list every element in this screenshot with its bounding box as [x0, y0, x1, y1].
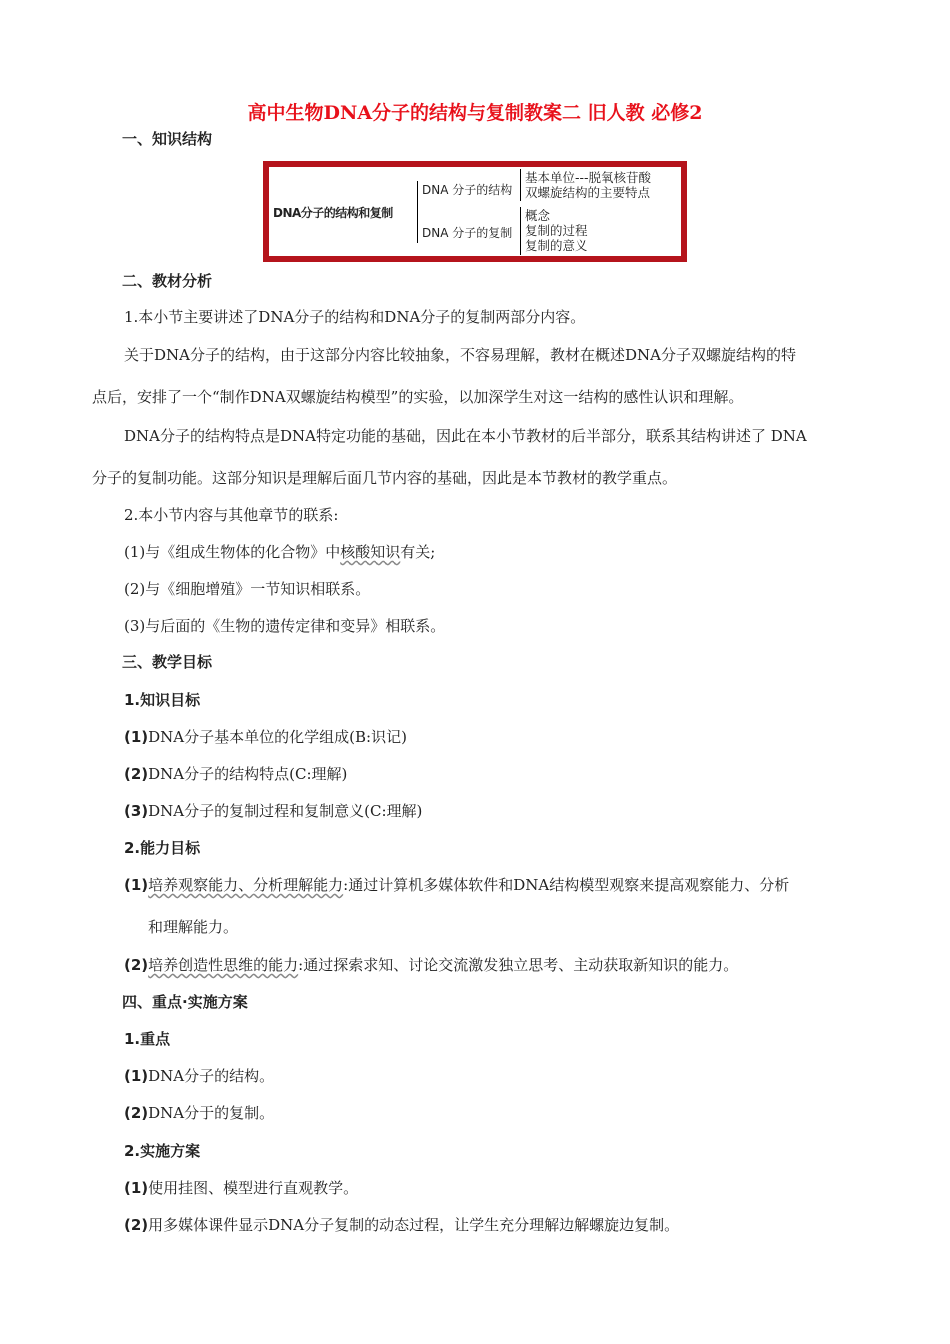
list-item-text: DNA分子基本单位的化学组成(B:识记) — [148, 728, 407, 746]
paragraph: 1.本小节主要讲述了DNA分子的结构和DNA分子的复制两部分内容。 — [124, 308, 586, 326]
list-item — [124, 1215, 679, 1235]
list-item — [124, 1178, 358, 1198]
underlined-term: 培养观察能力、分析理解能力 — [148, 876, 344, 894]
subheading-key-points: 1.重点 — [124, 1030, 171, 1048]
list-item — [124, 875, 789, 895]
list-item — [124, 1066, 274, 1086]
underlined-term: 培养创造性思维的能力 — [148, 956, 299, 974]
list-item-continuation: 和理解能力。 — [148, 918, 239, 936]
list-marker: (2) — [124, 765, 149, 783]
diagram-root-label: DNA分子的结构和复制 — [273, 206, 393, 220]
diagram-leaf-concept: 概念 — [525, 208, 551, 223]
list-marker: (1) — [124, 876, 149, 894]
diagram-brace-main — [417, 181, 418, 243]
list-item-text: DNA分子的结构。 — [148, 1067, 275, 1085]
list-marker: (3) — [124, 802, 149, 820]
diagram-leaf-helix: 双螺旋结构的主要特点 — [525, 185, 651, 200]
list-item: (3)与后面的《生物的遗传定律和变异》相联系。 — [124, 617, 446, 635]
list-item — [124, 955, 738, 975]
list-item — [124, 801, 422, 821]
diagram-brace-structure — [520, 169, 521, 201]
diagram-branch-replication: DNA 分子的复制 — [422, 226, 513, 240]
list-item — [124, 764, 347, 784]
list-marker: (2) — [124, 1216, 149, 1234]
list-item-text: DNA分于的复制。 — [148, 1104, 275, 1122]
list-item: (2)与《细胞增殖》一节知识相联系。 — [124, 580, 371, 598]
paragraph: 2.本小节内容与其他章节的联系: — [124, 506, 339, 524]
diagram-leaf-process: 复制的过程 — [525, 223, 588, 238]
paragraph: 点后，安排了一个“制作DNA双螺旋结构模型”的实验，以加深学生对这一结构的感性认识和理解。 — [92, 388, 744, 406]
section-heading-structure: 一、知识结构 — [122, 130, 213, 148]
diagram-brace-replication — [520, 207, 521, 255]
list-marker: (1) — [124, 728, 149, 746]
list-item-text: 有关; — [400, 543, 436, 561]
subheading-implementation: 2.实施方案 — [124, 1142, 201, 1160]
paragraph: DNA分子的结构特点是DNA特定功能的基础，因此在本小节教材的后半部分，联系其结构讲述了 DNA — [124, 427, 807, 445]
paragraph: 关于DNA分子的结构，由于这部分内容比较抽象，不容易理解，教材在概述DNA分子双螺旋结构的特 — [124, 346, 796, 364]
section-heading-analysis: 二、教材分析 — [122, 272, 213, 290]
list-item-text: :通过探索求知、讨论交流激发独立思考、主动获取新知识的能力。 — [298, 956, 739, 974]
list-item — [124, 727, 407, 747]
list-marker: (1) — [124, 1067, 149, 1085]
list-marker: (2) — [124, 1104, 149, 1122]
list-item-text: DNA分子的复制过程和复制意义(C:理解) — [148, 802, 423, 820]
list-marker: (2) — [124, 956, 149, 974]
subheading-ability-goals: 2.能力目标 — [124, 839, 201, 857]
list-item-text: 用多媒体课件显示DNA分子复制的动态过程，让学生充分理解边解螺旋边复制。 — [148, 1216, 680, 1234]
section-heading-key-points: 四、重点·实施方案 — [122, 993, 248, 1011]
list-item-text: 使用挂图、模型进行直观教学。 — [148, 1179, 359, 1197]
list-item-text: (1)与《组成生物体的化合物》中 — [124, 543, 341, 561]
list-marker: (1) — [124, 1179, 149, 1197]
list-item — [124, 542, 435, 562]
knowledge-structure-diagram — [263, 161, 687, 262]
diagram-branch-structure: DNA 分子的结构 — [422, 183, 513, 197]
section-heading-goals: 三、教学目标 — [122, 653, 213, 671]
paragraph: 分子的复制功能。这部分知识是理解后面几节内容的基础，因此是本节教材的教学重点。 — [92, 469, 678, 487]
diagram-leaf-meaning: 复制的意义 — [525, 238, 588, 253]
list-item-text: :通过计算机多媒体软件和DNA结构模型观察来提高观察能力、分析 — [343, 876, 790, 894]
subheading-knowledge-goals: 1.知识目标 — [124, 691, 201, 709]
diagram-leaf-unit: 基本单位---脱氧核苷酸 — [525, 170, 652, 185]
list-item — [124, 1103, 274, 1123]
underlined-term: 核酸知识 — [340, 543, 401, 561]
list-item-text: DNA分子的结构特点(C:理解) — [148, 765, 348, 783]
document-title: 高中生物DNA分子的结构与复制教案二 旧人教 必修2 — [247, 102, 703, 124]
